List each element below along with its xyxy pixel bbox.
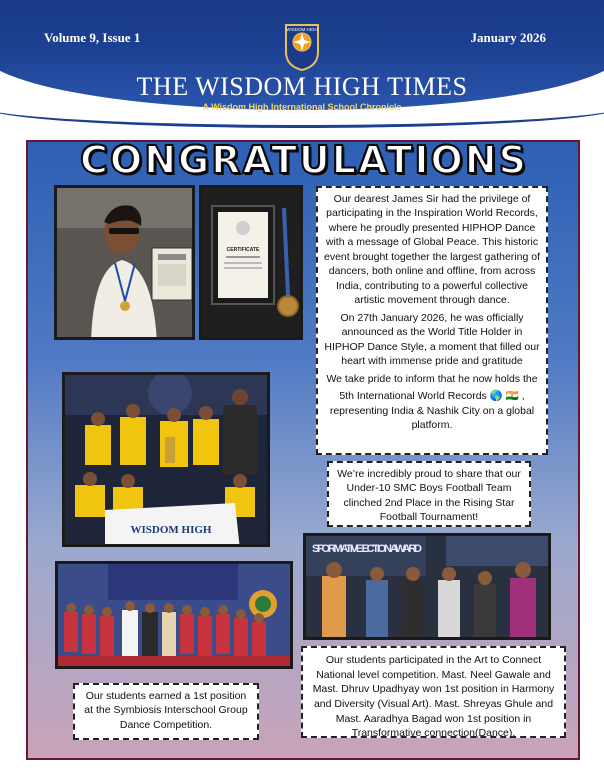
school-crest-logo bbox=[282, 22, 322, 72]
certificate-label: CERTIFICATE bbox=[226, 247, 260, 253]
photo-football-team bbox=[62, 372, 270, 547]
newsletter-subtitle: A Wisdom High International School Chronicle bbox=[202, 102, 402, 112]
issue-date: January 2026 bbox=[470, 30, 546, 45]
article-football bbox=[327, 461, 531, 527]
newsletter-title: THE WISDOM HIGH TIMES bbox=[136, 72, 468, 101]
photo-certificate-medal bbox=[199, 185, 303, 340]
article-james-world-record bbox=[316, 186, 548, 455]
newsletter-header bbox=[0, 0, 604, 140]
issue-volume: Volume 9, Issue 1 bbox=[44, 30, 141, 45]
james-paragraph-1: Our dearest James Sir had the privilege of participating in the Inspiration World Records, where he proudly presented HIPHOP Dance with a message of Global Peace. This historic event brought together the largest gathering of dancers, both online and offline, from across India, contributing to a powerful collective artistic movement through dance. bbox=[324, 193, 540, 307]
photo-james-portrait bbox=[54, 185, 195, 340]
photo-art-award-stage bbox=[303, 533, 551, 640]
article-dance-competition bbox=[73, 683, 259, 740]
art-text: Our students participated in the Art to Connect National level competition. Mast. Neel Gawale and Mast. Dhruv Upadhyay won 1st position in Harmony and Diversity (Visual Art). Mast. Shreyas Ghule and Mast. Aaradhya Bagad won 1st position in Transformative connection(Dance). bbox=[312, 654, 555, 740]
banner-text: WISDOM HIGH bbox=[130, 524, 212, 536]
james-paragraph-2: On 27th January 2026, he was officially announced as the World Title Holder in HIPHOP Dance Style, a moment that filled our heart with immense pride and gratitude bbox=[324, 311, 540, 368]
football-text: We’re incredibly proud to share that our Under-10 SMC Boys Football Team clinched 2nd Place in the Rising Star Football Tournament! bbox=[337, 468, 521, 524]
dance-text: Our students earned a 1st position at the Symbiosis Interschool Group Dance Competition. bbox=[84, 690, 248, 731]
james-paragraph-3a: We take pride to inform that he now holds the bbox=[326, 372, 538, 385]
james-paragraph-3b: 5th International World Records 🌎 🇮🇳 , representing India & Nashik City on a global platform. bbox=[329, 390, 535, 432]
stage-banner-text: SFORMATIVE ECTION AWARD bbox=[312, 543, 422, 555]
photo-dance-group bbox=[55, 561, 293, 669]
svg-text:WISDOM HIGH: WISDOM HIGH bbox=[286, 27, 318, 32]
article-art-to-connect bbox=[301, 646, 566, 738]
congratulations-headline: CONGRATULATIONS bbox=[80, 138, 528, 182]
